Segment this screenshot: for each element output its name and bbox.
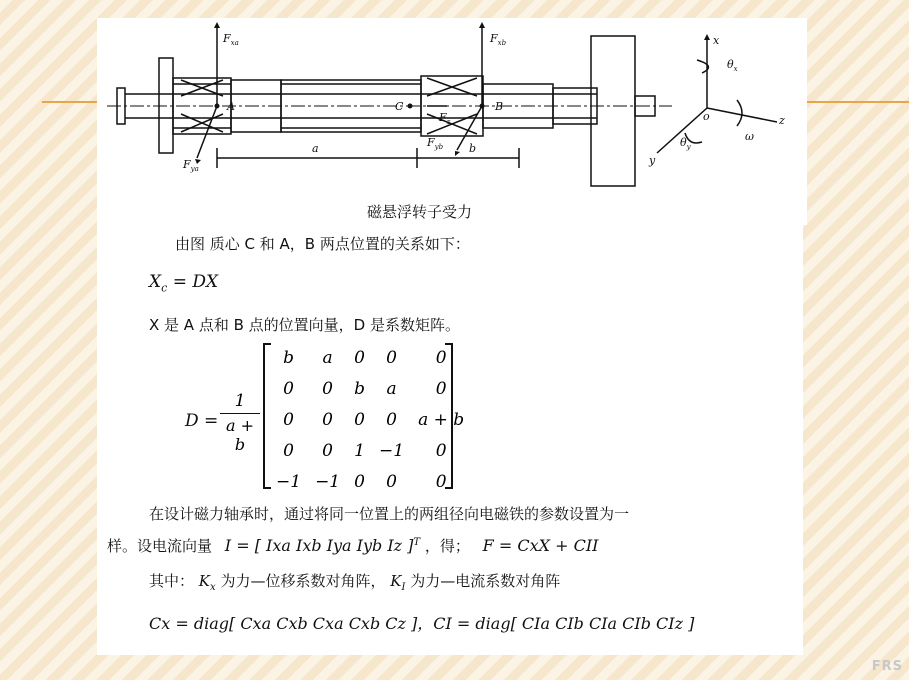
matrix-cell: a — [322, 347, 333, 368]
label-origin: o — [703, 110, 710, 123]
matrix-cell: 0 — [322, 440, 333, 461]
paragraph-line-1: 在设计磁力轴承时，通过将同一位置上的两组径向电磁铁的参数设置为一 — [149, 505, 630, 523]
matrix-d — [269, 342, 471, 497]
label-fya: F — [183, 158, 191, 171]
page-notch — [803, 18, 807, 225]
document-page — [97, 18, 803, 655]
matrix-cell: 0 — [386, 347, 397, 368]
vector-description: X 是 A 点和 B 点的位置向量，D 是系数矩阵。 — [149, 316, 460, 334]
matrix-cell: 0 — [322, 409, 333, 430]
matrix-cell: 0 — [354, 471, 365, 492]
matrix-cell: 0 — [435, 378, 447, 399]
matrix-cell: 0 — [283, 409, 294, 430]
matrix-row — [269, 466, 471, 497]
label-axis-x: x — [713, 34, 720, 47]
matrix-cell: 0 — [322, 378, 333, 399]
matrix-cell: 0 — [435, 471, 447, 492]
matrix-row — [269, 435, 471, 466]
svg-text:Fz: $F_z$ — [439, 111, 451, 126]
paragraph-line-3: 其中： $K_x$ 为力—位移系数对角阵， $K_I$ 为力—电流系数对角阵 — [149, 572, 561, 593]
frs-logo: FRS — [871, 659, 903, 674]
equation-xc: $X_c$ = DX — [149, 272, 219, 295]
matrix-cell: 0 — [354, 409, 365, 430]
matrix-cell: 0 — [354, 347, 365, 368]
matrix-d-lhs: D = — [185, 411, 219, 431]
matrix-cell: 0 — [283, 378, 294, 399]
matrix-cell: −1 — [276, 471, 302, 492]
diag-equations: Cx = diag[ Cxa Cxb Cxa Cxb Cz ]，CI = diag[ CIa CIb CIa CIb CIz ] — [149, 614, 695, 633]
label-fz: F — [439, 111, 447, 124]
matrix-bracket-right — [445, 343, 453, 489]
label-fyb: F — [427, 136, 435, 149]
matrix-cell: 0 — [386, 471, 397, 492]
matrix-cell: 0 — [435, 347, 447, 368]
matrix-row — [269, 404, 471, 435]
label-axis-y: y — [649, 154, 656, 167]
matrix-cell: a + b — [418, 409, 465, 430]
matrix-cell: 0 — [283, 440, 294, 461]
rotor-diagram — [97, 18, 803, 198]
matrix-cell: b — [354, 378, 366, 399]
intro-text: 由图 质心 C 和 A，B 两点位置的关系如下： — [175, 235, 470, 253]
svg-text:Fya: $F_{ya}$ — [183, 158, 199, 173]
label-dim-b: b — [469, 142, 477, 155]
svg-text:θy: $\theta_y$ — [680, 136, 691, 151]
label-theta-x: θ — [727, 58, 734, 71]
matrix-row — [269, 342, 471, 373]
matrix-row — [269, 373, 471, 404]
svg-text:Fxa: $F_{xa}$ — [223, 32, 239, 47]
matrix-cell: −1 — [379, 440, 405, 461]
label-b-point: B — [495, 100, 504, 113]
label-c-point: C — [395, 100, 404, 113]
decor-line-right — [807, 101, 909, 103]
label-a-point: A — [227, 100, 235, 113]
matrix-cell: −1 — [315, 471, 341, 492]
matrix-cell: 0 — [435, 440, 447, 461]
svg-text:θx: $\theta_x$ — [727, 58, 738, 73]
label-dim-a: a — [312, 142, 319, 155]
paragraph-line-2: 样。设电流向量 I = [ Ixa Ixb Iya Iyb Iz ]$^T$ ，得； F = CxX + CII — [107, 536, 599, 555]
matrix-cell: a — [386, 378, 397, 399]
decor-line-left — [42, 101, 97, 103]
label-omega: ω — [745, 130, 754, 143]
fraction: 1 a + b — [220, 391, 260, 454]
matrix-cell: 1 — [354, 440, 365, 461]
label-axis-z: z — [779, 114, 785, 127]
figure-caption: 磁悬浮转子受力 — [367, 203, 473, 221]
svg-text:Fxb: $F_{xb}$ — [490, 32, 507, 47]
svg-text:Fyb: $F_{yb}$ — [427, 136, 444, 151]
label-theta-y: θ — [680, 136, 687, 149]
label-fxb: F — [490, 32, 498, 45]
label-fxa: F — [223, 32, 231, 45]
matrix-cell: b — [283, 347, 294, 368]
matrix-cell: 0 — [386, 409, 397, 430]
